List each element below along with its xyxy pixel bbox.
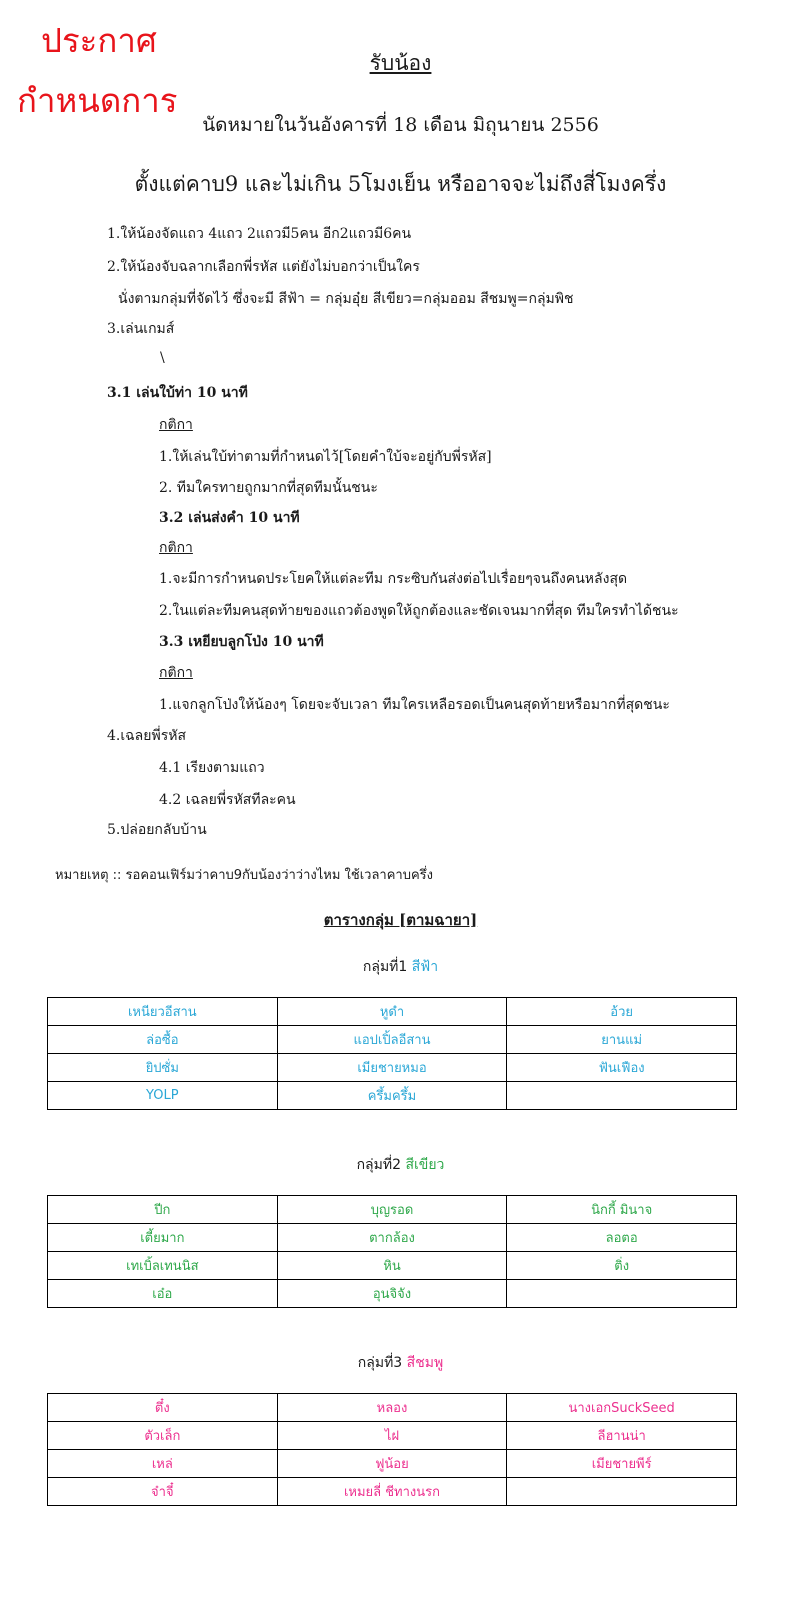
table-cell: บุญรอด — [277, 1196, 507, 1224]
document-title: รับน้อง — [369, 51, 432, 75]
table-cell: ไฝ — [277, 1422, 507, 1450]
table-cell: นิกกี้ มินาจ — [507, 1196, 737, 1224]
group-2-color-name: สีเขียว — [405, 1157, 445, 1173]
group-1-table — [47, 997, 737, 1110]
game-3-3-rules-label: กติกา — [159, 665, 193, 681]
agenda-item-1: 1.ให้น้องจัดแถว 4แถว 2แถวมี5คน อีก2แถวมี6คน — [107, 226, 412, 242]
game-3-2-rule-1: 1.จะมีการกำหนดประโยคให้แต่ละทีม กระซิบกันส่งต่อไปเรื่อยๆจนถึงคนหลังสุด — [159, 571, 628, 587]
table-cell: ล่อซื้อ — [48, 1026, 278, 1054]
table-cell: ลีฮานน่า — [507, 1422, 737, 1450]
announcement-stamp-line1: ประกาศ — [41, 21, 157, 60]
table-row — [48, 1280, 737, 1308]
game-3-3-rule-1: 1.แจกลูกโป่งให้น้องๆ โดยจะจับเวลา ทีมใครเหลือรอดเป็นคนสุดท้ายหรือมากที่สุดชนะ — [159, 697, 670, 713]
game-3-1-rules-label: กติกา — [159, 417, 193, 433]
announcement-stamp-line2: กำหนดการ — [17, 81, 178, 120]
table-cell: เมียชายพีร์ — [507, 1450, 737, 1478]
group-2-table — [47, 1195, 737, 1308]
table-cell: ยานแม่ — [507, 1026, 737, 1054]
game-3-1-rule-2: 2. ทีมใครทายถูกมากที่สุดทีมนั้นชนะ — [159, 480, 378, 496]
group-1-label: กลุ่มที่1 — [362, 959, 412, 975]
game-3-2-rules-label: กติกา — [159, 540, 193, 556]
group-3-color-name: สีชมพู — [406, 1355, 444, 1371]
game-3-2-rule-2: 2.ในแต่ละทีมคนสุดท้ายของแถวต้องพูดให้ถูกต้องและชัดเจนมากที่สุด ทีมใครทำได้ชนะ — [159, 603, 679, 619]
table-row — [48, 1196, 737, 1224]
group-3-title — [0, 1352, 801, 1374]
table-cell: อ้วย — [507, 998, 737, 1026]
table-row — [48, 1252, 737, 1280]
agenda-item-4-1: 4.1 เรียงตามแถว — [159, 760, 265, 776]
group-1-color-name: สีฟ้า — [411, 959, 439, 975]
table-cell — [507, 1082, 737, 1110]
game-3-1-heading: 3.1 เล่นใบ้ท่า 10 นาที — [107, 385, 248, 401]
table-cell: หิน — [277, 1252, 507, 1280]
table-cell: ตากล้อง — [277, 1224, 507, 1252]
game-3-2-heading: 3.2 เล่นส่งคำ 10 นาที — [159, 510, 300, 526]
game-3-1-rule-1: 1.ให้เล่นใบ้ท่าตามที่กำหนดไว้[โดยคำใบ้จะอยู่กับพี่รหัส] — [159, 449, 492, 465]
table-cell: หลอง — [277, 1394, 507, 1422]
table-cell: ยิปซั่ม — [48, 1054, 278, 1082]
table-cell: ตึ๋ง — [48, 1394, 278, 1422]
agenda-item-3: 3.เล่นเกมส์ — [107, 321, 175, 337]
table-cell: เหล่ — [48, 1450, 278, 1478]
table-cell: ปีก — [48, 1196, 278, 1224]
table-cell: เทเบิ้ลเทนนิส — [48, 1252, 278, 1280]
agenda-item-5: 5.ปล่อยกลับบ้าน — [107, 822, 207, 838]
table-cell: เมียชายหมอ — [277, 1054, 507, 1082]
table-cell — [507, 1478, 737, 1506]
table-cell: เอ๋อ — [48, 1280, 278, 1308]
table-cell: เหนียวอีสาน — [48, 998, 278, 1026]
table-row — [48, 1082, 737, 1110]
table-cell: YOLP — [48, 1082, 278, 1110]
note: หมายเหตุ :: รอคอนเฟิร์มว่าคาบ9กับน้องว่าว่างไหม ใช้เวลาคาบครึ่ง — [55, 868, 434, 883]
table-cell: ติ่ง — [507, 1252, 737, 1280]
table-cell: อุนจิจัง — [277, 1280, 507, 1308]
table-cell — [507, 1280, 737, 1308]
table-cell: ครึ้มครึ้ม — [277, 1082, 507, 1110]
table-row — [48, 1478, 737, 1506]
group-3-label: กลุ่มที่3 — [357, 1355, 407, 1371]
table-row — [48, 1394, 737, 1422]
table-row — [48, 1026, 737, 1054]
table-cell: ฟันเฟือง — [507, 1054, 737, 1082]
agenda-item-3-mark: \ — [160, 350, 165, 366]
table-cell: หูดำ — [277, 998, 507, 1026]
table-row — [48, 998, 737, 1026]
table-cell: ลอตอ — [507, 1224, 737, 1252]
table-row — [48, 1422, 737, 1450]
agenda-item-4-2: 4.2 เฉลยพี่รหัสทีละคน — [159, 792, 296, 808]
group-table-title: ตารางกลุ่ม [ตามฉายา] — [323, 911, 478, 929]
table-cell: ตัวเล็ก — [48, 1422, 278, 1450]
table-cell: จ๋าจี๋ — [48, 1478, 278, 1506]
time-line: ตั้งแต่คาบ9 และไม่เกิน 5โมงเย็น หรืออาจจะไม่ถึงสี่โมงครึ่ง — [134, 172, 667, 196]
table-cell: ฟูน้อย — [277, 1450, 507, 1478]
group-3-table — [47, 1393, 737, 1506]
table-row — [48, 1224, 737, 1252]
table-row — [48, 1054, 737, 1082]
table-row — [48, 1450, 737, 1478]
date-line: นัดหมายในวันอังคารที่ 18 เดือน มิถุนายน 2556 — [202, 114, 599, 136]
table-cell: นางเอกSuckSeed — [507, 1394, 737, 1422]
table-cell: แอปเปิ้ลอีสาน — [277, 1026, 507, 1054]
group-2-label: กลุ่มที่2 — [356, 1157, 406, 1173]
group-1-title — [0, 956, 801, 978]
agenda-item-2-detail: นั่งตามกลุ่มที่จัดไว้ ซึ่งจะมี สีฟ้า = กลุ่มอุ๋ย สีเขียว=กลุ่มออม สีชมพู=กลุ่มพิช — [118, 291, 574, 307]
table-cell: เหมยลี่ ชีทางนรก — [277, 1478, 507, 1506]
table-cell: เตี้ยมาก — [48, 1224, 278, 1252]
agenda-item-2: 2.ให้น้องจับฉลากเลือกพี่รหัส แต่ยังไม่บอกว่าเป็นใคร — [107, 259, 420, 275]
agenda-item-4: 4.เฉลยพี่รหัส — [107, 728, 186, 744]
group-2-title — [0, 1154, 801, 1176]
game-3-3-heading: 3.3 เหยียบลูกโป่ง 10 นาที — [159, 634, 324, 650]
